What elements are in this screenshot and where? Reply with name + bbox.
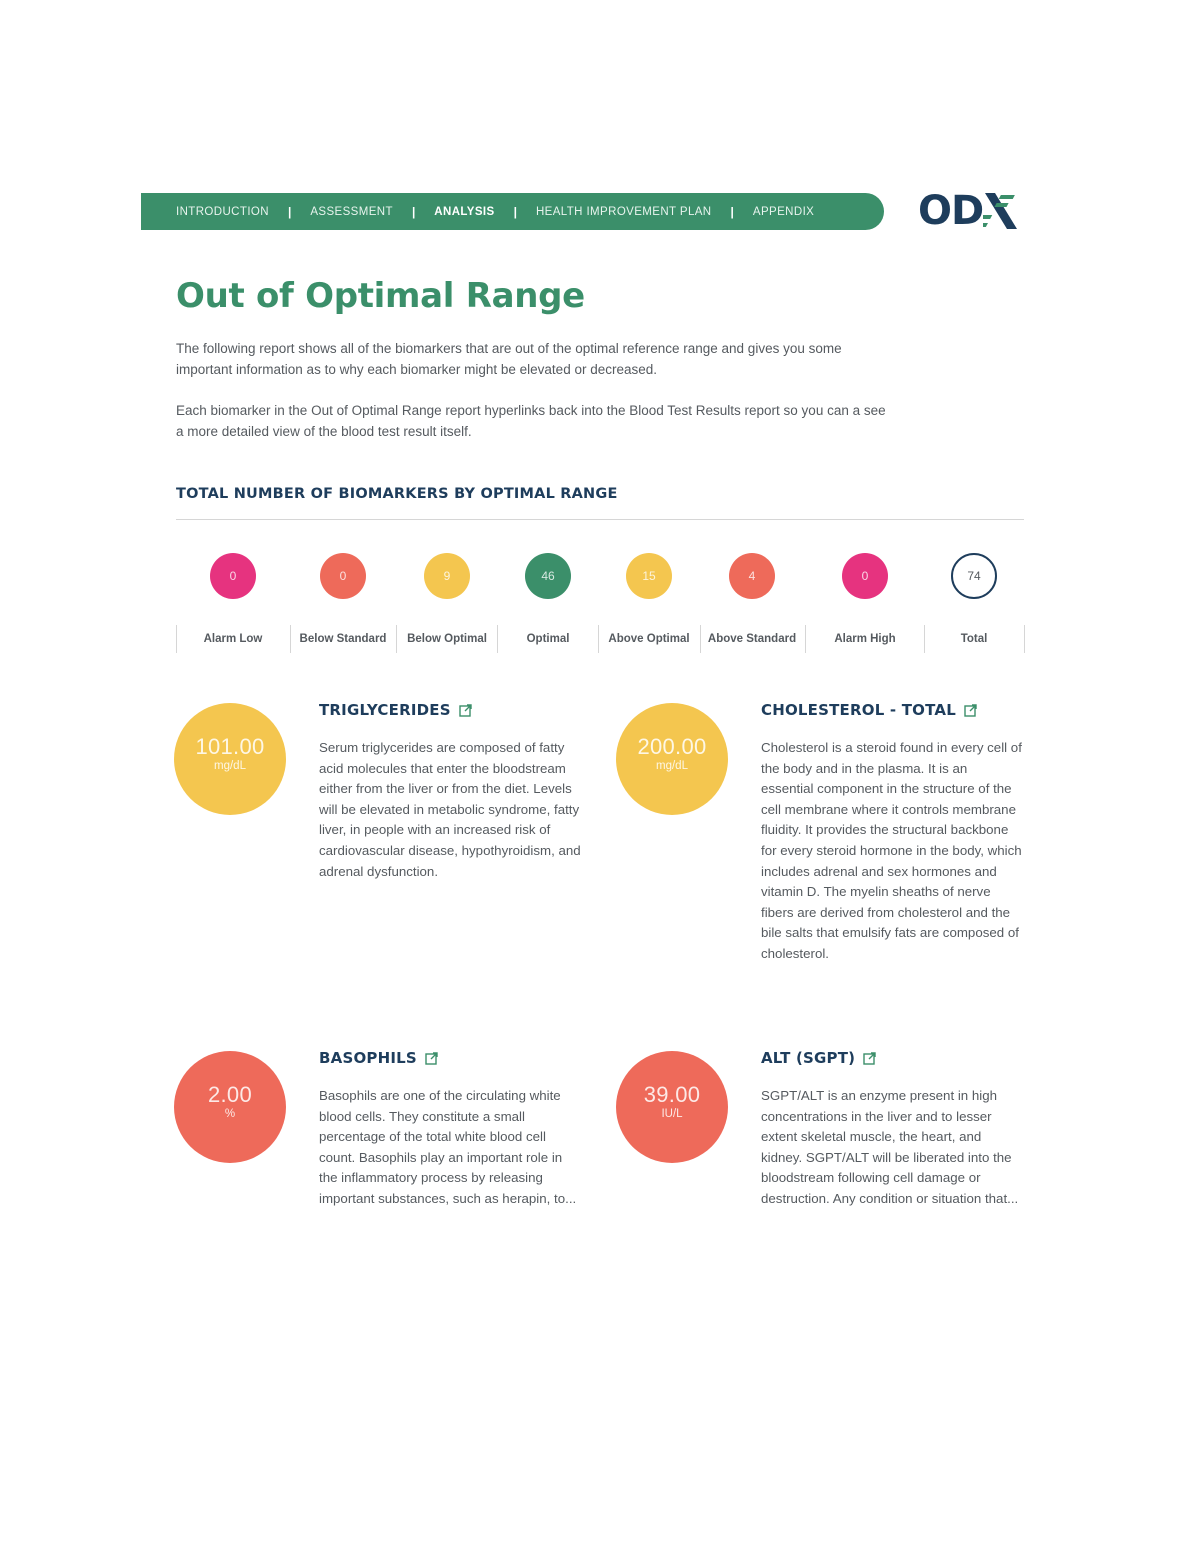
range-label: Above Standard <box>707 633 797 645</box>
range-label: Total <box>960 633 988 645</box>
biomarker-name: TRIGLYCERIDES <box>319 701 451 719</box>
nav-separator: | <box>730 204 734 219</box>
range-count: 15 <box>642 569 656 583</box>
range-label: Optimal <box>526 633 570 645</box>
external-link-icon[interactable] <box>459 704 472 717</box>
range-count: 4 <box>748 569 756 583</box>
range-summary-heading: TOTAL NUMBER OF BIOMARKERS BY OPTIMAL RANGE <box>176 486 618 502</box>
logo-wordmark: OD <box>918 188 984 234</box>
biomarker-description: Basophils are one of the circulating white blood cells. They constitute a small percentage of the total white blood cell count. Basophils play an important role in the inflammatory process by releasing important substances, such as herapin, to... <box>319 1088 577 1206</box>
range-label: Above Optimal <box>608 633 690 645</box>
nav-analysis[interactable]: ANALYSIS <box>434 205 495 218</box>
biomarker-unit: % <box>224 1108 236 1120</box>
range-divider <box>1024 625 1025 653</box>
range-count: 0 <box>861 569 869 583</box>
biomarker-value: 200.00 <box>637 734 707 759</box>
external-link-icon[interactable] <box>863 1052 876 1065</box>
biomarker-description: Serum triglycerides are composed of fatty acid molecules that enter the bloodstream either from the liver or from the diet. Levels will be elevated in metabolic syndrome, fatty liver, in people with an increased risk of cardiovascular disease, hypothyroidism, and adrenal dysfunction. <box>319 740 581 879</box>
biomarker-name: BASOPHILS <box>319 1049 417 1067</box>
range-divider <box>290 625 291 653</box>
section-nav <box>141 193 884 230</box>
biomarker-unit: mg/dL <box>656 760 688 772</box>
range-divider <box>805 625 806 653</box>
range-label: Alarm Low <box>203 633 263 645</box>
range-count-badge <box>320 553 366 599</box>
biomarker-value-badge <box>616 703 728 815</box>
odx-logo <box>918 188 1019 234</box>
section-divider <box>176 519 1024 520</box>
range-count: 9 <box>443 569 451 583</box>
range-count-badge <box>951 553 997 599</box>
biomarker-unit: mg/dL <box>214 760 246 772</box>
nav-separator: | <box>513 204 517 219</box>
nav-assessment[interactable]: ASSESSMENT <box>310 205 393 218</box>
range-count-badge <box>842 553 888 599</box>
biomarker-description: Cholesterol is a steroid found in every cell of the body and in the plasma. It is an essential component in the structure of the cell membrane where it controls membrane fluidity. It provides the structural backbone for every steroid hormone in the body, which includes adrenal and sex hormones and vitamin D. The myelin sheaths of nerve fibers are derived from cholesterol and the bile salts that emulsify fats are composed of cholesterol. <box>761 740 1022 961</box>
intro-paragraph-1: The following report shows all of the biomarkers that are out of the optimal reference range and gives you some important information as to why each biomarker might be elevated or decreased. <box>176 341 842 377</box>
nav-separator: | <box>287 204 292 219</box>
range-label: Below Optimal <box>407 633 487 645</box>
range-count: 46 <box>541 569 555 583</box>
range-divider <box>176 625 177 653</box>
biomarker-value: 39.00 <box>643 1082 701 1107</box>
nav-introduction[interactable]: INTRODUCTION <box>176 205 269 218</box>
biomarker-description: SGPT/ALT is an enzyme present in high concentrations in the liver and to lesser extent skeletal muscle, the heart, and kidney. SGPT/ALT will be liberated into the bloodstream following cell damage or destruction. Any condition or situation that... <box>761 1088 1019 1206</box>
range-label: Alarm High <box>834 633 896 645</box>
external-link-icon[interactable] <box>425 1052 438 1065</box>
nav-separator: | <box>411 204 416 219</box>
logo-x-mark <box>983 191 1019 231</box>
range-divider <box>700 625 701 653</box>
range-count-badge <box>210 553 256 599</box>
biomarker-value-badge <box>174 703 286 815</box>
biomarker-name: CHOLESTEROL - TOTAL <box>761 701 956 719</box>
range-label: Below Standard <box>299 633 387 645</box>
range-count-badge <box>729 553 775 599</box>
biomarker-title-link[interactable] <box>761 701 977 719</box>
biomarker-title-link[interactable] <box>761 1049 876 1067</box>
range-count-badge <box>525 553 571 599</box>
biomarker-title-link[interactable] <box>319 1049 438 1067</box>
biomarker-name: ALT (SGPT) <box>761 1049 856 1067</box>
intro-paragraph-2: Each biomarker in the Out of Optimal Range report hyperlinks back into the Blood Test Results report so you can a see a more detailed view of the blood test result itself. <box>176 403 886 439</box>
biomarker-value-badge <box>616 1051 728 1163</box>
range-divider <box>396 625 397 653</box>
biomarker-unit: IU/L <box>661 1108 683 1120</box>
range-divider <box>924 625 925 653</box>
range-divider <box>497 625 498 653</box>
biomarker-value: 2.00 <box>207 1082 253 1107</box>
range-count: 74 <box>967 569 981 583</box>
external-link-icon[interactable] <box>964 704 977 717</box>
range-count-badge <box>626 553 672 599</box>
page-title: Out of Optimal Range <box>176 276 585 316</box>
range-count: 0 <box>229 569 237 583</box>
biomarker-value-badge <box>174 1051 286 1163</box>
biomarker-title-link[interactable] <box>319 701 472 719</box>
range-divider <box>598 625 599 653</box>
nav-health-improvement-plan[interactable]: HEALTH IMPROVEMENT PLAN <box>535 205 712 218</box>
range-count-badge <box>424 553 470 599</box>
biomarker-value: 101.00 <box>195 734 265 759</box>
nav-appendix[interactable]: APPENDIX <box>752 205 815 218</box>
range-count: 0 <box>339 569 347 583</box>
